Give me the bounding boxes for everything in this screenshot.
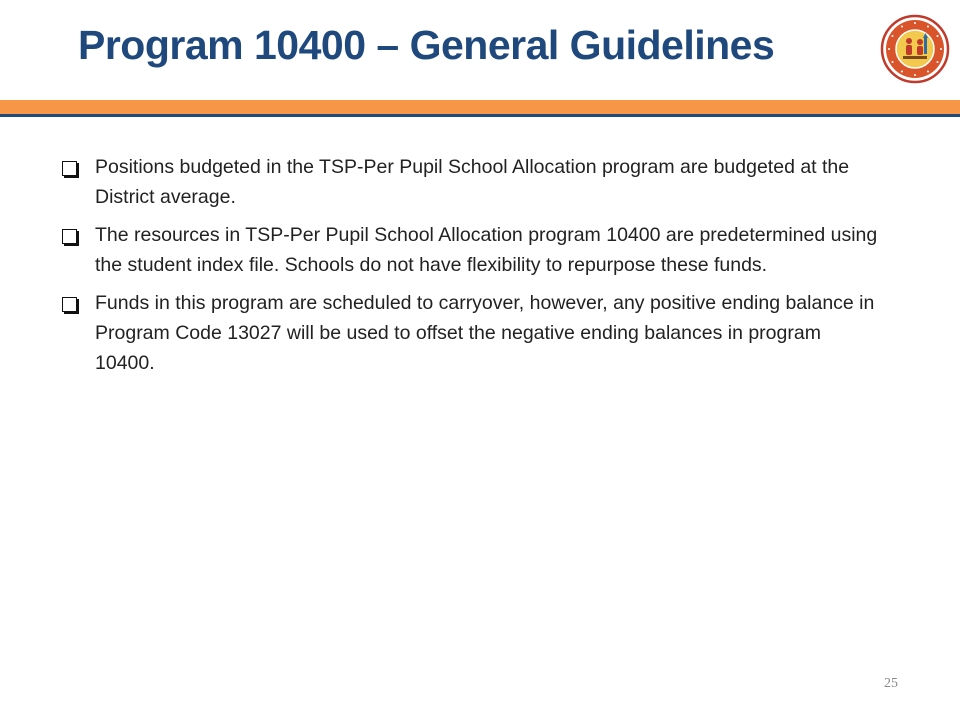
bullet-text: Positions budgeted in the TSP-Per Pupil School Allocation program are budgeted at the District average.	[95, 156, 850, 208]
bullet-item	[62, 288, 882, 378]
bullet-item	[62, 220, 882, 280]
slide-title: Program 10400 – General Guidelines	[78, 22, 775, 68]
bullet-text: The resources in TSP-Per Pupil School Allocation program 10400 are predetermined using the student index file. Schools do not have flexibility to repurpose these funds.	[95, 224, 878, 276]
bullet-item	[62, 152, 882, 212]
page-number: 25	[884, 676, 898, 691]
bullet-list	[62, 152, 882, 386]
header-divider-orange	[0, 100, 960, 114]
header-divider-blue	[0, 114, 960, 117]
district-seal-icon	[880, 14, 950, 84]
checkbox-square-icon	[62, 161, 77, 176]
bullet-text: Funds in this program are scheduled to carryover, however, any positive ending balance in Program Code 13027 will be used to offset the negative ending balances in program 10400.	[95, 292, 875, 374]
checkbox-square-icon	[62, 297, 77, 312]
checkbox-square-icon	[62, 229, 77, 244]
